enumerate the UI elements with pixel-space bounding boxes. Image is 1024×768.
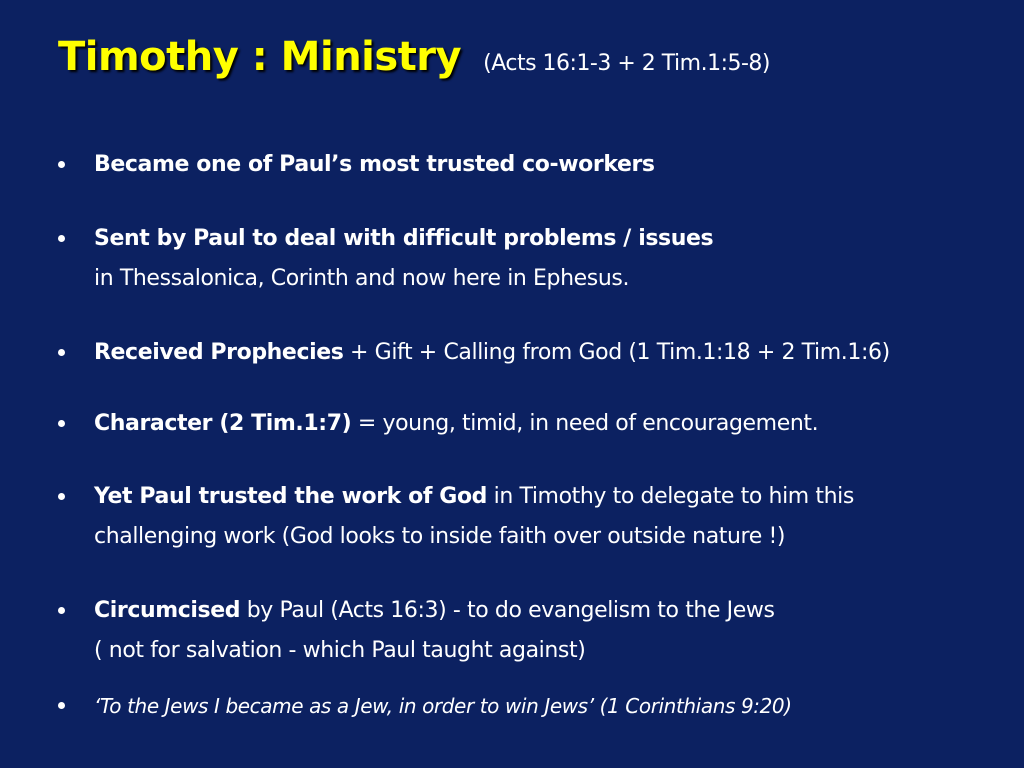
title-row <box>58 34 770 80</box>
bullet-5 <box>58 477 1008 557</box>
bullet-2 <box>58 219 1008 299</box>
title-reference: (Acts 16:1-3 + 2 Tim.1:5-8) <box>483 51 771 76</box>
bullet-6-line2: ( not for salvation - which Paul taught against) <box>94 638 586 663</box>
bullet-dot-icon <box>58 607 65 614</box>
bullet-6 <box>58 591 1008 671</box>
bullet-5-rest: in Timothy to delegate to him this <box>487 484 854 509</box>
bullet-7 <box>58 686 1008 726</box>
bullet-6-rest: by Paul (Acts 16:3) - to do evangelism to the Jews <box>240 598 775 623</box>
bullet-4 <box>58 404 1008 444</box>
bullet-dot-icon <box>58 420 65 427</box>
bullet-2-bold: Sent by Paul to deal with difficult problems / issues <box>94 226 714 251</box>
bullet-2-line2: in Thessalonica, Corinth and now here in Ephesus. <box>94 266 630 291</box>
bullet-1 <box>58 145 1008 185</box>
bullet-dot-icon <box>58 161 65 168</box>
bullet-3-rest: + Gift + Calling from God (1 Tim.1:18 + 2 Tim.1:6) <box>343 340 890 365</box>
bullet-6-bold: Circumcised <box>94 598 241 623</box>
bullet-3-bold: Received Prophecies <box>94 340 344 365</box>
bullet-1-bold: Became one of Paul’s most trusted co-workers <box>94 152 655 177</box>
bullet-dot-icon <box>58 235 65 242</box>
bullet-4-rest: = young, timid, in need of encouragement. <box>351 411 819 436</box>
bullet-5-line2: challenging work (God looks to inside faith over outside nature !) <box>94 524 786 549</box>
bullet-dot-icon <box>58 493 65 500</box>
bullet-4-bold: Character (2 Tim.1:7) <box>94 411 352 436</box>
bullet-7-quote: ‘To the Jews I became as a Jew, in order to win Jews’ (1 Corinthians 9:20) <box>94 694 792 718</box>
bullet-3 <box>58 333 1008 373</box>
bullet-dot-icon <box>58 702 65 709</box>
bullet-5-bold: Yet Paul trusted the work of God <box>94 484 488 509</box>
slide-title: Timothy : Ministry <box>58 34 462 80</box>
bullet-dot-icon <box>58 349 65 356</box>
